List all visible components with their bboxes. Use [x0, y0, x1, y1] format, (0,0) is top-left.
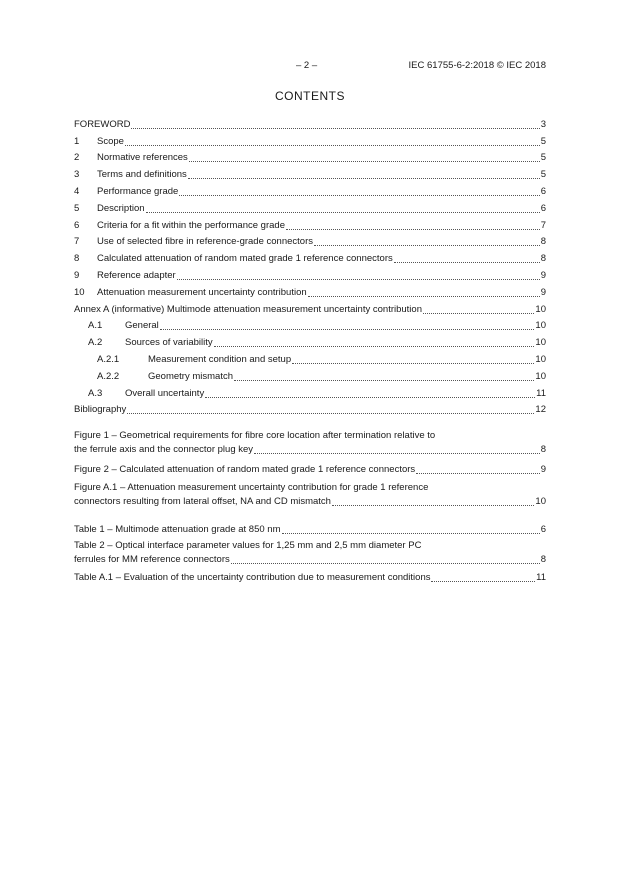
dot-leader [214, 345, 535, 347]
toc-entry-title: Terms and definitions [97, 169, 187, 181]
toc-entry-title: FOREWORD [74, 118, 131, 130]
dot-leader [146, 211, 540, 213]
list-of-tables [74, 522, 546, 584]
toc-entry-page: 9 [540, 269, 546, 281]
dot-leader [254, 452, 540, 454]
page-number: – 2 – [296, 60, 318, 71]
dot-leader [177, 278, 540, 280]
toc-entry[interactable] [74, 131, 546, 148]
figure-entry-title-line2: the ferrule axis and the connector plug key [74, 444, 254, 455]
toc-entry-title: Scope [97, 135, 124, 147]
dot-leader [179, 194, 539, 196]
table-entry-page: 11 [536, 572, 546, 583]
figure-entry-title-line1: Figure A.1 – Attenuation measurement uncertainty contribution for grade 1 reference [74, 482, 429, 493]
toc-entry-page: 10 [535, 370, 546, 382]
toc-entry-title: Calculated attenuation of random mated grade 1 reference connectors [97, 253, 393, 265]
toc-entry[interactable] [74, 332, 546, 349]
toc-entry-number: A.2 [88, 337, 103, 349]
toc-entry-title: Measurement condition and setup [148, 353, 292, 365]
toc-entry-page: 6 [540, 202, 546, 214]
dot-leader [286, 228, 540, 230]
dot-leader [416, 472, 540, 474]
dot-leader [308, 295, 540, 297]
toc-entry[interactable] [74, 164, 546, 181]
toc-entry-title: Performance grade [97, 185, 179, 197]
dot-leader [292, 362, 534, 364]
toc-entry[interactable] [74, 282, 546, 299]
toc-entry-number: A.2.1 [97, 353, 120, 365]
figure-entry-title-line2: connectors resulting from lateral offset, NA and CD mismatch [74, 496, 331, 507]
toc-entry-page: 6 [540, 185, 546, 197]
toc-entry[interactable] [74, 215, 546, 232]
contents-heading: CONTENTS [275, 89, 345, 103]
toc-entry-number: A.1 [88, 320, 103, 332]
toc-entry-number: 8 [74, 253, 80, 265]
page-header [0, 60, 620, 74]
figure-entry-title: Figure 2 – Calculated attenuation of random mated grade 1 reference connectors [74, 464, 416, 475]
table-of-contents [74, 114, 546, 416]
toc-entry[interactable] [74, 232, 546, 249]
toc-entry-page: 9 [540, 286, 546, 298]
toc-entry-title: Overall uncertainty [125, 387, 205, 399]
dot-leader [314, 244, 540, 246]
toc-entry-title: Reference adapter [97, 269, 176, 281]
figure-entry-page: 9 [540, 464, 546, 475]
toc-entry-page: 3 [540, 118, 546, 130]
dot-leader [431, 580, 535, 582]
dot-leader [282, 532, 540, 534]
toc-entry-title: Bibliography [74, 404, 127, 416]
toc-entry-page: 5 [540, 169, 546, 181]
toc-entry-title: Normative references [97, 152, 188, 164]
toc-entry-page: 10 [535, 320, 546, 332]
figure-entry-page: 10 [535, 496, 546, 507]
toc-entry-title: Use of selected fibre in reference-grade connectors [97, 236, 313, 248]
toc-entry-title: Criteria for a fit within the performance grade [97, 219, 285, 231]
toc-entry-page: 10 [535, 303, 546, 315]
toc-entry-title: Annex A (informative) Multimode attenuation measurement uncertainty contribution [74, 303, 422, 315]
toc-entry[interactable] [74, 265, 546, 282]
table-entry-page: 6 [540, 524, 546, 535]
document-reference: IEC 61755-6-2:2018 © IEC 2018 [408, 60, 546, 71]
dot-leader [423, 312, 534, 314]
toc-entry-page: 5 [540, 135, 546, 147]
dot-leader [205, 396, 535, 398]
toc-entry-number: 9 [74, 269, 80, 281]
toc-entry-page: 8 [540, 253, 546, 265]
toc-entry[interactable] [74, 349, 546, 366]
toc-entry-page: 11 [536, 387, 546, 399]
figure-entry[interactable] [74, 430, 546, 456]
dot-leader [189, 160, 540, 162]
toc-entry-number: 1 [74, 135, 80, 147]
toc-entry-number: 2 [74, 152, 80, 164]
table-entry-title: Table 1 – Multimode attenuation grade at 850 nm [74, 524, 281, 535]
dot-leader [234, 379, 534, 381]
toc-entry-page: 10 [535, 337, 546, 349]
table-entry-title: Table A.1 – Evaluation of the uncertainty contribution due to measurement conditions [74, 572, 431, 583]
toc-entry-number: 7 [74, 236, 80, 248]
table-entry[interactable] [74, 522, 546, 536]
table-entry-page: 8 [540, 554, 546, 565]
toc-entry-bibliography[interactable] [74, 400, 546, 417]
toc-entry[interactable] [74, 181, 546, 198]
toc-entry-page: 5 [540, 152, 546, 164]
toc-entry[interactable] [74, 198, 546, 215]
dot-leader [125, 144, 540, 146]
toc-entry[interactable] [74, 148, 546, 165]
toc-entry-number: 10 [74, 286, 85, 298]
toc-entry-title: Sources of variability [125, 337, 213, 349]
toc-entry[interactable] [74, 248, 546, 265]
table-entry[interactable] [74, 540, 546, 566]
dot-leader [394, 261, 540, 263]
toc-entry-number: 4 [74, 185, 80, 197]
toc-entry[interactable] [74, 114, 546, 131]
table-entry[interactable] [74, 570, 546, 584]
figure-entry-title-line1: Figure 1 – Geometrical requirements for fibre core location after termination relative to [74, 430, 436, 441]
toc-entry-page: 10 [535, 353, 546, 365]
toc-entry-title: General [125, 320, 159, 332]
toc-entry[interactable] [74, 316, 546, 333]
dot-leader [188, 177, 540, 179]
dot-leader [231, 562, 540, 564]
toc-entry-number: 5 [74, 202, 80, 214]
figure-entry[interactable] [74, 462, 546, 476]
table-entry-title-line1: Table 2 – Optical interface parameter values for 1,25 mm and 2,5 mm diameter PC [74, 540, 422, 551]
toc-entry-number: 6 [74, 219, 80, 231]
toc-entry-number: 3 [74, 169, 80, 181]
toc-entry-page: 7 [540, 219, 546, 231]
figure-entry-page: 8 [540, 444, 546, 455]
toc-entry[interactable] [74, 383, 546, 400]
dot-leader [160, 328, 535, 330]
toc-entry[interactable] [74, 366, 546, 383]
toc-entry-page: 8 [540, 236, 546, 248]
figure-entry[interactable] [74, 482, 546, 508]
toc-entry-number: A.2.2 [97, 370, 120, 382]
toc-entry-title: Attenuation measurement uncertainty contribution [97, 286, 307, 298]
dot-leader [131, 127, 539, 129]
toc-entry-number: A.3 [88, 387, 103, 399]
dot-leader [332, 504, 534, 506]
toc-entry-annex[interactable] [74, 299, 546, 316]
list-of-figures [74, 430, 546, 508]
toc-entry-page: 12 [535, 404, 546, 416]
toc-entry-title: Description [97, 202, 145, 214]
table-entry-title-line2: ferrules for MM reference connectors [74, 554, 230, 565]
dot-leader [127, 412, 534, 414]
toc-entry-title: Geometry mismatch [148, 370, 233, 382]
